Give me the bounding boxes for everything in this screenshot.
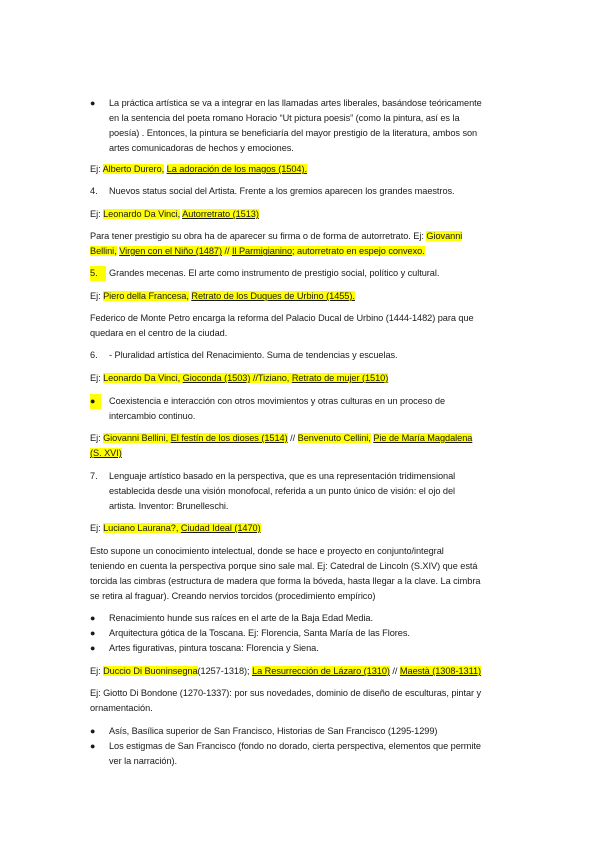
artwork-title: La Resurrección de Lázaro (1310)	[252, 666, 390, 676]
artist-name: Il Parmigianino	[231, 246, 293, 256]
paragraph-line: La práctica artística se va a integrar en las llamadas artes liberales, basándose teóricamente	[109, 98, 482, 108]
example-line	[90, 371, 388, 386]
paragraph-line: en la sentencia del poeta romano Horacio “Ut pictura poesis” (como la pintura, así es la	[109, 113, 460, 123]
list-item: Renacimiento hunde sus raíces en el arte de la Baja Edad Media.	[109, 613, 373, 623]
bullet-icon: ●	[90, 613, 96, 623]
artwork-title: (S. XVI)	[90, 448, 122, 458]
example-line	[90, 207, 259, 222]
list-number: 5.	[90, 266, 106, 281]
paragraph-line: torcida las cimbras (estructura de madera que forma la bóveda, hasta llegar a la clave. La cimbra	[90, 576, 481, 586]
artist-name: Leonardo Da Vinci,	[103, 209, 181, 219]
artwork-title: ; autorretrato en espejo convexo.	[292, 246, 425, 256]
artist-name: Leonardo Da Vinci,	[103, 373, 181, 383]
list-item: Los estigmas de San Francisco (fondo no dorado, cierta perspectiva, elementos que permite	[109, 741, 481, 751]
paragraph-line: ornamentación.	[90, 703, 153, 713]
artwork-title: Autorretrato (1513)	[182, 209, 259, 219]
artwork-title: Virgen con el Niño (1487)	[119, 246, 222, 256]
bullet-icon: ●	[90, 643, 96, 653]
separator: //	[221, 246, 232, 256]
artist-name: Giovanni	[426, 231, 463, 241]
artwork-title: Ciudad Ideal (1470)	[180, 523, 261, 533]
bullet-icon: ●	[90, 741, 96, 751]
paragraph-line: poesía) . Entonces, la pintura se beneficiaría del mayor prestigio de la literatura, ambos son	[109, 128, 478, 138]
paragraph-line: teniendo en cuenta la perspectiva porque sino sale mal. Ej: Catedral de Lincoln (S.XIV) que está	[90, 561, 478, 571]
example-line	[90, 289, 355, 304]
artwork-title: Retrato de mujer (1510)	[291, 373, 389, 383]
paragraph-line: Federico de Monte Petro encarga la reforma del Palacio Ducal de Urbino (1444-1482) para que	[90, 313, 474, 323]
artist-dates: (1257-1318);	[197, 666, 253, 676]
ej-label: Ej:	[90, 433, 104, 443]
artist-name: //Tiziano,	[250, 373, 292, 383]
artwork-title: Pie de María Magdalena	[373, 433, 473, 443]
bullet-icon: ●	[90, 628, 96, 638]
artwork-title: La adoración de los magos (1504).	[166, 164, 307, 174]
artwork-title: Retrato de los Duques de Urbino (1455).	[191, 291, 355, 301]
ej-label: Ej:	[90, 373, 104, 383]
artist-name: Giovanni Bellini,	[103, 433, 169, 443]
paragraph-text: Para tener prestigio su obra ha de aparecer su firma o de forma de autorretrato. Ej:	[90, 231, 427, 241]
list-number: 4.	[90, 186, 98, 196]
list-item-text: Lenguaje artístico basado en la perspectiva, que es una representación tridimensional	[109, 471, 456, 481]
ej-label: Ej:	[90, 523, 104, 533]
paragraph-line: Coexistencia e interacción con otros movimientos y otras culturas en un proceso de	[109, 396, 446, 406]
artist-name: Luciano Laurana?,	[103, 523, 179, 533]
ej-label: Ej:	[90, 291, 104, 301]
list-item-text: - Pluralidad artística del Renacimiento. Suma de tendencias y escuelas.	[109, 350, 398, 360]
artwork-title: Maestà (1308-1311)	[399, 666, 482, 676]
list-item: ver la narración).	[109, 756, 178, 766]
paragraph-line: se retira al fraguar). Creando nervios torcidos (procedimiento empírico)	[90, 591, 376, 601]
example-line	[90, 446, 122, 461]
list-number: 7.	[90, 471, 98, 481]
paragraph-line: intercambio continuo.	[109, 411, 196, 421]
list-item: Arquitectura gótica de la Toscana. Ej: Florencia, Santa María de las Flores.	[109, 628, 410, 638]
ej-label: Ej:	[90, 209, 104, 219]
paragraph-line: Esto supone un conocimiento intelectual, donde se hace e proyecto en conjunto/integral	[90, 546, 444, 556]
list-item-text: Grandes mecenas. El arte como instrumento de prestigio social, político y cultural.	[109, 268, 440, 278]
list-item: Artes figurativas, pintura toscana: Florencia y Siena.	[109, 643, 319, 653]
paragraph-line: Ej: Giotto Di Bondone (1270-1337): por sus novedades, dominio de diseño de esculturas, pintar y	[90, 688, 482, 698]
paragraph-line: quedara en el centro de la ciudad.	[90, 328, 228, 338]
example-line	[90, 664, 481, 679]
example-line	[90, 521, 261, 536]
list-item-text: artista. Inventor: Brunelleschi.	[109, 501, 229, 511]
bullet-icon: ●	[90, 394, 101, 409]
example-line	[90, 431, 472, 446]
paragraph-line	[90, 244, 425, 259]
artist-name: Duccio Di Buoninsegna	[103, 666, 198, 676]
list-number: 6.	[90, 350, 98, 360]
bullet-icon: ●	[90, 98, 96, 108]
list-item-text: establecida desde una visión monofocal, referida a un punto único de visión: el ojo del	[109, 486, 456, 496]
example-line	[90, 162, 307, 177]
bullet-icon: ●	[90, 726, 96, 736]
artwork-title: El festín de los dioses (1514)	[170, 433, 288, 443]
artist-name: Benvenuto Cellini,	[297, 433, 371, 443]
artist-name: Bellini,	[90, 246, 117, 256]
ej-label: Ej:	[90, 666, 104, 676]
list-item: Asís, Basílica superior de San Francisco, Historias de San Francisco (1295-1299)	[109, 726, 438, 736]
artwork-title: Gioconda (1503)	[182, 373, 251, 383]
artist-name: Piero della Francesa,	[103, 291, 189, 301]
ej-label: Ej:	[90, 164, 103, 174]
paragraph-line: artes comunicadoras de hechos y emociones.	[109, 143, 294, 153]
paragraph-line	[90, 229, 462, 244]
separator: //	[389, 666, 400, 676]
list-item-text: Nuevos status social del Artista. Frente a los gremios aparecen los grandes maestros.	[109, 186, 455, 196]
separator: //	[287, 433, 298, 443]
artist-name: Alberto Durero,	[102, 164, 165, 174]
